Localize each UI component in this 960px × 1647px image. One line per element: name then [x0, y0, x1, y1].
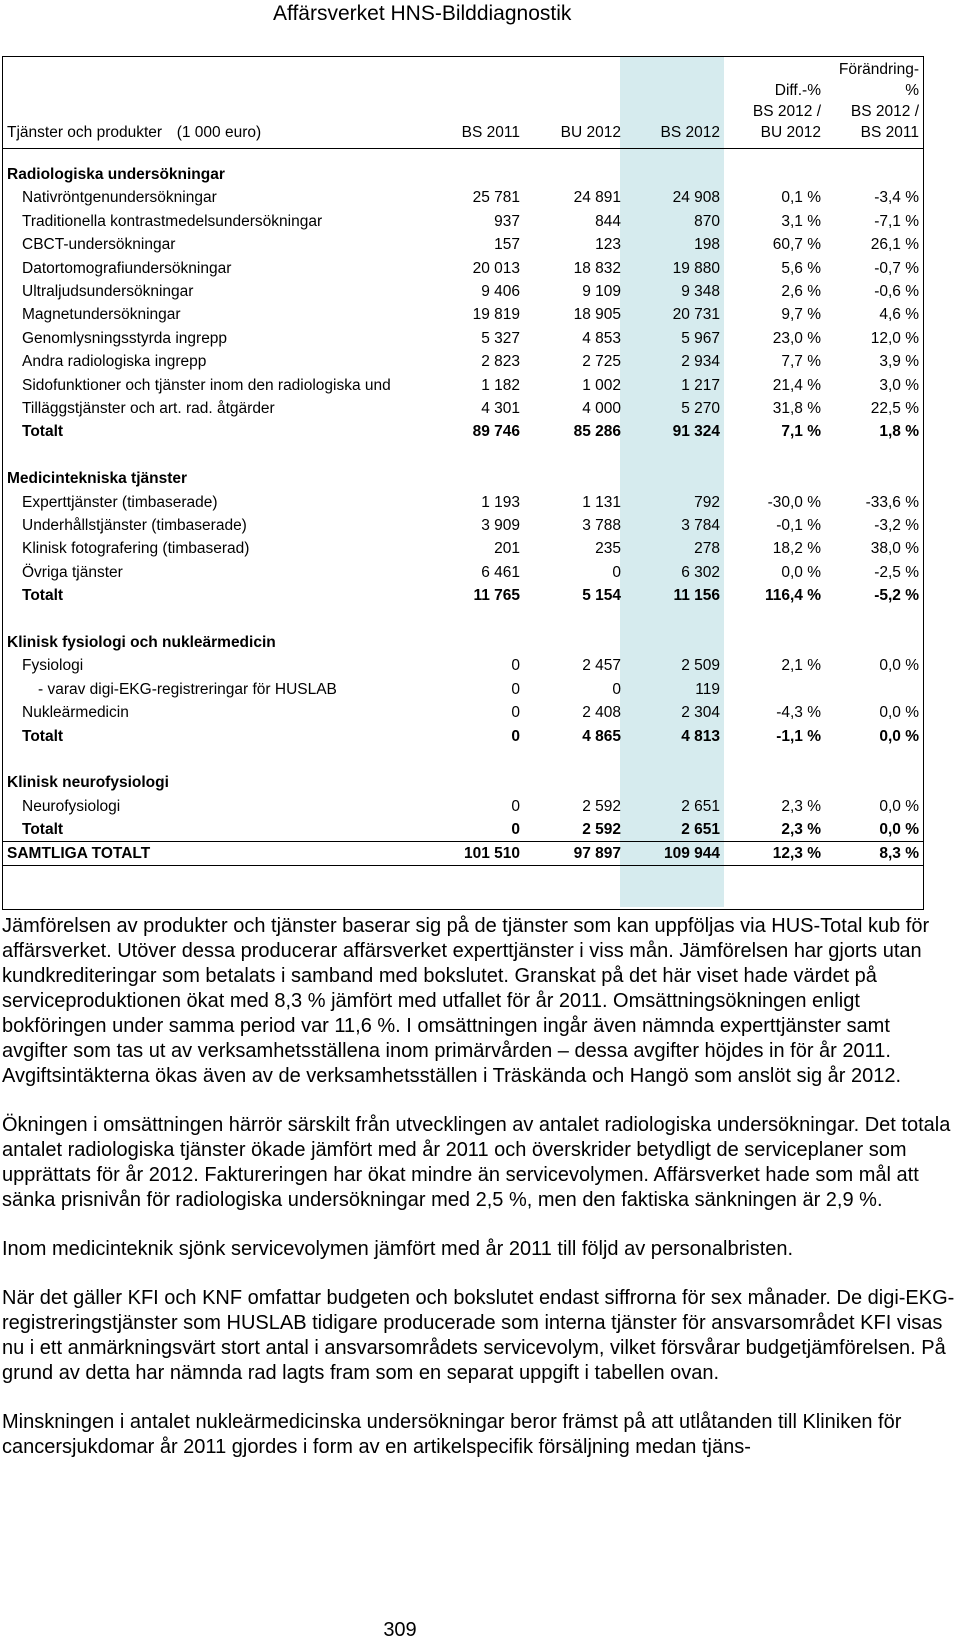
cell-value: 1 182: [481, 376, 520, 394]
cell-value: 0,0 %: [781, 563, 821, 581]
cell-value: 1 193: [481, 493, 520, 511]
cell-value: 0,0 %: [879, 821, 919, 839]
row-label: - varav digi-EKG-registreringar för HUSLAB: [38, 680, 337, 698]
cell-value: 3,1 %: [781, 212, 821, 230]
cell-value: 2 823: [481, 353, 520, 371]
grand-total-divider: [3, 865, 923, 866]
paragraph: Minskningen i antalet nukleärmedicinska undersökningar beror främst på att utlåtanden till Kliniken för cancersjukdomar år 2011 gjordes i form av en artikelspecifik försäljning medan tjäns-: [2, 1411, 902, 1458]
cell-value: 9 109: [582, 283, 621, 300]
cell-value: 109 944: [663, 844, 720, 862]
row-label: Klinisk fysiologi och nukleärmedicin: [7, 634, 276, 651]
cell-value: -3,2 %: [874, 517, 919, 534]
header-change: Förändring- % BS 2012 / BS 2011: [838, 61, 919, 141]
total-row: [3, 420, 923, 444]
cell-value: 2 457: [582, 657, 621, 675]
row-label: Neurofysiologi: [22, 797, 121, 815]
row-label: Medicintekniska tjänster: [7, 470, 188, 488]
body-text: [2, 914, 957, 1484]
page-header: Affärsverket HNS-Bilddiagnostik: [273, 2, 572, 25]
row-label: Totalt: [22, 587, 64, 605]
cell-value: 19 819: [472, 306, 520, 324]
cell-value: 198: [694, 236, 720, 254]
cell-value: 0: [511, 821, 520, 839]
cell-value: 20 731: [672, 306, 720, 324]
table-row: [3, 537, 923, 561]
grand-total-row: [3, 842, 923, 866]
cell-value: 3 784: [681, 517, 720, 534]
section-heading: [3, 467, 923, 491]
cell-value: 85 286: [573, 423, 621, 441]
table-row: [3, 233, 923, 257]
cell-value: 8,3 %: [879, 844, 919, 862]
cell-value: 12,3 %: [772, 844, 821, 862]
cell-value: -5,2 %: [874, 587, 919, 605]
page-number: 309: [383, 1619, 417, 1641]
cell-value: 278: [694, 540, 720, 558]
cell-value: 89 746: [472, 423, 520, 441]
table-row: [3, 186, 923, 210]
cell-value: 2 509: [681, 657, 720, 675]
total-row: [3, 725, 923, 749]
cell-value: 116,4 %: [764, 587, 821, 605]
cell-value: 0: [511, 657, 520, 675]
cell-value: 2 651: [681, 797, 720, 815]
total-row: [3, 584, 923, 608]
cell-value: 5 967: [681, 329, 720, 347]
row-label: Totalt: [22, 423, 64, 441]
cell-value: 123: [595, 236, 621, 254]
cell-value: 157: [494, 236, 520, 254]
cell-value: 6 302: [681, 563, 720, 581]
cell-value: 18,2 %: [772, 540, 821, 558]
cell-value: 119: [695, 680, 720, 698]
cell-value: 5,6 %: [781, 259, 821, 277]
table-row: [3, 327, 923, 351]
cell-value: 3 909: [481, 517, 520, 534]
row-label: Genomlysningsstyrda ingrepp: [22, 329, 228, 347]
cell-value: 2 934: [681, 353, 720, 371]
cell-value: 5 270: [681, 400, 720, 417]
cell-value: 91 324: [672, 423, 720, 441]
cell-value: 844: [595, 212, 621, 230]
paragraph: Ökningen i omsättningen härrör särskilt från utvecklingen av antalet radiologiska undersökningar. Det totala antalet radiologiska tjänster ökade jämfört med år 2011 och överskrider betydligt de serviceplaner som upprättats för år 2012. Faktureringen har ökat mindre än servicevolymen. Affärsverket hade som mål att sänka prisnivån för radiologiska undersökningar med 2,5 %, men den faktiska sänkningen är 2,9 %.: [2, 1114, 951, 1211]
cell-value: 24 891: [573, 189, 621, 207]
cell-value: 0,0 %: [879, 657, 919, 675]
cell-value: 21,4 %: [772, 376, 821, 394]
cell-value: -1,1 %: [776, 727, 821, 745]
row-label: Totalt: [22, 821, 64, 839]
cell-value: 4 865: [582, 727, 621, 745]
cell-value: 19 880: [672, 259, 720, 277]
cell-value: 2,6 %: [781, 283, 821, 300]
section-heading: [3, 771, 923, 795]
cell-value: 5 154: [582, 587, 621, 605]
table-row: [3, 210, 923, 234]
row-label: Klinisk fotografering (timbaserad): [22, 540, 250, 558]
cell-value: 25 781: [472, 189, 520, 207]
cell-value: 1 217: [681, 376, 720, 394]
cell-value: -0,1 %: [776, 517, 821, 534]
grand-total-divider: [3, 841, 923, 842]
row-label: Radiologiska undersökningar: [7, 166, 225, 183]
section-heading: [3, 631, 923, 655]
cell-value: 18 832: [573, 259, 621, 277]
cell-value: 2,3 %: [781, 821, 821, 839]
table-row: [3, 561, 923, 585]
row-label: Nativröntgenundersökningar: [22, 189, 217, 207]
cell-value: 20 013: [472, 259, 520, 277]
cell-value: 3 788: [582, 517, 621, 534]
header-bu2012: BU 2012: [560, 124, 621, 141]
cell-value: 24 908: [672, 189, 720, 207]
cell-value: 12,0 %: [870, 329, 919, 347]
cell-value: 26,1 %: [870, 236, 919, 254]
cell-value: -33,6 %: [865, 493, 919, 511]
cell-value: 97 897: [573, 844, 621, 862]
table-row: [3, 701, 923, 725]
section-heading: [3, 163, 923, 187]
paragraph: Jämförelsen av produkter och tjänster baserar sig på de tjänster som kan uppföljas via HUS-Total kub för affärsverket. Utöver dessa producerar affärsverket experttjänster i viss mån. Jämförelsen har gjorts utan kundkrediteringar som betalats i samband med bokslutet. Granskat på det här viset hade värdet på serviceproduktionen ökat med 8,3 % jämfört med utfallet för år 2011. Omsättningsökningen enligt bokföringen under samma period var 11,6 %. I omsättningen ingår även nämnda experttjänster samt avgifter som tas ut av verksamhetsställena inom primärvården – dessa avgifter höjdes in för år 2011. Avgiftsintäkterna ökas även av de verksamhetsställen i Träskända och Hangö som anslöt sig år 2012.: [2, 915, 930, 1087]
cell-value: 3,0 %: [879, 376, 919, 394]
services-table: [2, 56, 924, 910]
cell-value: 0: [511, 680, 520, 698]
row-label: Andra radiologiska ingrepp: [22, 353, 207, 371]
table-row: [3, 374, 923, 398]
row-label: SAMTLIGA TOTALT: [7, 844, 151, 862]
row-label: Underhållstjänster (timbaserade): [22, 517, 247, 534]
cell-value: 11 156: [673, 587, 720, 605]
cell-value: 4 853: [582, 329, 621, 347]
cell-value: 9,7 %: [781, 306, 821, 324]
cell-value: 38,0 %: [870, 540, 919, 558]
cell-value: 2 651: [681, 821, 720, 839]
header-divider: [3, 148, 923, 149]
cell-value: 9 406: [481, 283, 520, 300]
cell-value: -2,5 %: [874, 563, 919, 581]
table-header: [3, 57, 923, 147]
cell-value: 0: [511, 704, 520, 722]
row-label: Datortomografiundersökningar: [22, 259, 232, 277]
cell-value: 937: [494, 212, 520, 230]
header-bs2012: BS 2012: [660, 124, 720, 141]
row-label: Traditionella kontrastmedelsundersökningar: [22, 212, 323, 230]
cell-value: -4,3 %: [776, 704, 821, 722]
table-row: [3, 280, 923, 304]
cell-value: 0,0 %: [879, 727, 919, 745]
cell-value: 7,1 %: [781, 423, 821, 441]
cell-value: 2 592: [582, 821, 621, 839]
table-row: [3, 654, 923, 678]
cell-value: 31,8 %: [772, 400, 821, 417]
cell-value: 9 348: [681, 283, 720, 300]
table-row: [3, 397, 923, 421]
row-label: Nukleärmedicin: [22, 704, 129, 722]
cell-value: 0: [511, 797, 520, 815]
cell-value: 0,1 %: [781, 189, 821, 207]
table-row: [3, 491, 923, 515]
cell-value: -7,1 %: [874, 212, 919, 230]
table-row: [3, 350, 923, 374]
cell-value: 2 725: [582, 353, 621, 371]
cell-value: 4 000: [582, 400, 621, 417]
row-label: Fysiologi: [22, 657, 84, 675]
cell-value: 5 327: [481, 329, 520, 347]
header-diff: Diff.-% BS 2012 / BU 2012: [752, 82, 821, 141]
cell-value: 101 510: [463, 844, 520, 862]
cell-value: 11 765: [473, 587, 520, 605]
table-row: [3, 514, 923, 538]
cell-value: 4,6 %: [879, 306, 919, 324]
cell-value: 4 813: [681, 727, 720, 745]
row-label: Totalt: [22, 727, 64, 745]
row-label: Magnetundersökningar: [22, 306, 181, 324]
cell-value: -30,0 %: [767, 493, 821, 511]
header-bs2011: BS 2011: [461, 124, 520, 141]
cell-value: 2 304: [681, 704, 720, 722]
cell-value: 60,7 %: [772, 236, 821, 254]
row-label: Experttjänster (timbaserade): [22, 493, 218, 511]
row-label: Sidofunktioner och tjänster inom den radiologiska und: [22, 376, 391, 394]
cell-value: 792: [694, 493, 720, 511]
total-row: [3, 818, 923, 842]
cell-value: -0,7 %: [874, 259, 919, 277]
cell-value: 2,3 %: [781, 797, 821, 815]
cell-value: 22,5 %: [870, 400, 919, 417]
cell-value: 201: [494, 540, 520, 558]
row-label: CBCT-undersökningar: [22, 236, 176, 254]
cell-value: 23,0 %: [772, 329, 821, 347]
cell-value: 2,1 %: [781, 657, 821, 675]
row-label: Ultraljudsundersökningar: [22, 283, 194, 300]
table-row: [3, 678, 923, 702]
cell-value: 0,0 %: [879, 797, 919, 815]
table-row: [3, 303, 923, 327]
cell-value: 6 461: [481, 563, 520, 581]
header-unit: (1 000 euro): [176, 124, 262, 141]
cell-value: 0: [511, 727, 520, 745]
cell-value: 1 131: [582, 493, 621, 511]
cell-value: 7,7 %: [781, 353, 821, 371]
cell-value: 18 905: [573, 306, 621, 324]
cell-value: 0: [612, 680, 621, 698]
cell-value: 870: [694, 212, 720, 230]
header-product: Tjänster och produkter (1 000 euro): [7, 124, 262, 141]
cell-value: 4 301: [481, 400, 520, 417]
row-label: Övriga tjänster: [22, 563, 123, 581]
cell-value: 2 408: [582, 704, 621, 722]
cell-value: 1 002: [582, 376, 621, 394]
cell-value: 2 592: [582, 797, 621, 815]
row-label: Klinisk neurofysiologi: [7, 774, 169, 792]
cell-value: 0: [612, 563, 621, 581]
cell-value: -3,4 %: [874, 189, 919, 207]
row-label: Tilläggstjänster och art. rad. åtgärder: [22, 400, 275, 417]
cell-value: 235: [595, 540, 621, 558]
table-row: [3, 257, 923, 281]
cell-value: -0,6 %: [874, 283, 919, 300]
table-row: [3, 795, 923, 819]
paragraph: När det gäller KFI och KNF omfattar budgeten och bokslutet endast siffrorna för sex månader. De digi-EKG-registreringstjänster som HUSLAB tidigare producerade som interna tjänster för ansvarsområdet KFI visas nu i ett anmärkningsvärt stort antal i ansvarsområdets servicevolym, vilket försvårar budgetjämförelsen. På grund av detta har nämnda rad lagts fram som en separat uppgift i tabellen ovan.: [2, 1287, 955, 1384]
paragraph: Inom medicinteknik sjönk servicevolymen jämfört med år 2011 till följd av personalbristen.: [2, 1238, 794, 1260]
cell-value: 0,0 %: [879, 704, 919, 722]
cell-value: 3,9 %: [879, 353, 919, 371]
cell-value: 1,8 %: [879, 423, 919, 441]
